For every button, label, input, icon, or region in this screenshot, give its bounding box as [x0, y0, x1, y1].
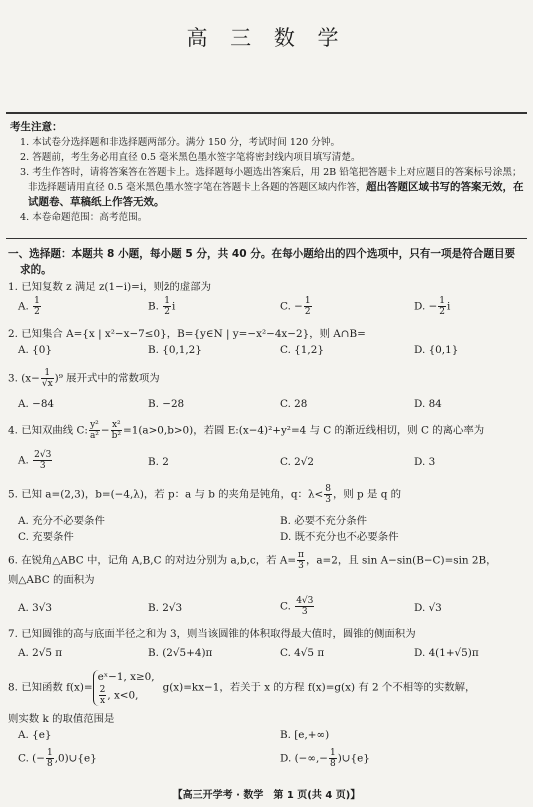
fraction: $\frac{1}{2}$	[304, 296, 311, 317]
option-b: B. 2	[148, 456, 169, 468]
question-7-options	[18, 647, 526, 663]
option-c: C. 2√2	[280, 456, 315, 468]
fraction: $\frac{1}{8}$	[330, 748, 336, 769]
option-b: B. $\frac{1}{2}$ i	[148, 296, 176, 317]
note-text: 3. 考生作答时，请将答案答在答题卡上。选择题每小题选出答案后，用 2B 铅笔把答题卡上对应题目的答案标号涂黑；非选择题请用直径 0.5 毫米黑色墨水签字笔在答题卡上各题的答题区域内作答，	[20, 167, 522, 193]
question-1	[8, 280, 526, 295]
option-a: A. {e}	[18, 729, 52, 741]
question-5-options	[18, 528, 526, 544]
option-c: C. 28	[280, 398, 308, 410]
option-a: A. $\frac{1}{2}$	[18, 296, 40, 317]
option-b: B. (2√5+4)π	[148, 647, 213, 659]
question-4-options	[18, 450, 526, 476]
fraction: $\frac{8}{3}$	[325, 484, 331, 505]
option-a: A. $\frac{2√3}{3}$	[18, 450, 52, 471]
note-item: 1. 本试卷分选择题和非选择题两部分。满分 150 分，考试时间 120 分钟。	[20, 137, 341, 148]
question-6-line2: 则△ABC 的面积为	[8, 574, 95, 586]
option-c: C. {1,2}	[280, 344, 324, 356]
question-text: 4. 已知双曲线 C:	[8, 424, 88, 437]
option-d: D. 既不充分也不必要条件	[280, 531, 399, 543]
fraction: $\frac{\text{x²}}{\text{b²}}$	[111, 420, 122, 441]
question-text: 6. 在锐角△ABC 中，记角 A,B,C 的对边分别为 a,b,c，若 A=	[8, 554, 297, 567]
note-item: 2. 答题前，考生务必用直径 0.5 毫米黑色墨水签字笔将密封线内项目填写清楚。	[20, 152, 361, 163]
fraction: $\frac{1}{2}$	[164, 296, 170, 317]
math-symbol: z̄	[163, 281, 170, 293]
option-d: D. {0,1}	[414, 344, 459, 356]
fraction: $\frac{1}{8}$	[46, 748, 53, 769]
question-text: g(x)=kx−1，若关于 x 的方程 f(x)=g(x) 有 2 个不相等的实数解，	[162, 681, 476, 694]
option-b: B. 必要不充分条件	[280, 515, 367, 527]
question-3	[8, 368, 526, 389]
page-footer: 【高三开学考 · 数学 第 1 页(共 4 页)】	[172, 790, 361, 801]
fraction: $\frac{1}{2}$	[34, 296, 40, 317]
fraction: $\frac{\pi}{3}$	[298, 550, 304, 571]
notes-heading: 考生注意：	[10, 121, 63, 133]
question-7: 7. 已知圆锥的高与底面半径之和为 3，则当该圆锥的体积取得最大值时，圆锥的侧面积为	[8, 628, 416, 640]
section-line: 一、选择题：本题共 8 小题，每小题 5 分，共 40 分。在每小题给出的四个选项中，只有一项是符合题目要	[8, 248, 516, 260]
question-text: =1(a>0,b>0)，若圆 E:(x−4)²+y²=4 与 C 的渐近线相切，则 C 的离心率为	[123, 424, 485, 437]
question-8-options	[18, 729, 526, 745]
option-b: B. −28	[148, 398, 185, 410]
option-b: B. 2√3	[148, 602, 183, 614]
option-d: D. 4(1+√5)π	[414, 647, 479, 659]
option-c: C. 4√5 π	[280, 647, 325, 659]
question-5	[8, 484, 526, 505]
option-a: A. 2√5 π	[18, 647, 63, 659]
option-a: A. −84	[18, 398, 55, 410]
option-c: C. 充要条件	[18, 531, 74, 543]
top-divider	[6, 112, 527, 114]
option-b: B. {0,1,2}	[148, 344, 202, 356]
option-b: B. [e,+∞)	[280, 729, 330, 741]
question-text: ，则 p 是 q 的	[332, 488, 402, 501]
option-d: D. 84	[414, 398, 442, 410]
section-heading	[8, 246, 528, 278]
fraction: $\frac{2√3}{3}$	[34, 450, 52, 471]
question-text: 8. 已知函数 f(x)=	[8, 681, 93, 694]
option-d: D. 3	[414, 456, 436, 468]
option-a: A. 3√3	[18, 602, 52, 614]
question-2: 2. 已知集合 A={x | x²−x−7≤0}，B={y∈N | y=−x²−4x−2}，则 A∩B=	[8, 328, 366, 340]
option-c: C. $\frac{4√3}{3}$	[280, 596, 314, 617]
question-8-options	[18, 748, 526, 774]
question-5-options	[18, 512, 526, 528]
question-text: 5. 已知 a=(2,3)，b=(−4,λ)，若 p：a 与 b 的夹角是钝角，q：λ<	[8, 488, 324, 501]
section-line: 求的。	[20, 264, 52, 276]
question-text: 的虚部为	[169, 281, 212, 293]
fraction: $\frac{4√3}{3}$	[296, 596, 314, 617]
option-d: D. (−∞,− $\frac{1}{8}$ )∪{e}	[280, 748, 370, 769]
question-8	[8, 670, 526, 710]
option-d: D. √3	[414, 602, 442, 614]
note-emphasis: 超出答题区域书写的答案无效，在试题卷、草稿纸上作答无效。	[28, 181, 524, 208]
question-4: 4. 已知双曲线 C: $\frac{\text{y²}}{\text{a²}}$ − $\frac{\text{x²}}{\text{b²}}$ =1(a>0,b>0)，若圆 E:(x−4)²+y²=4 与 C 的渐近线相切，则 C 的离心率为	[8, 420, 485, 441]
fraction: $\frac{1}{√x}$	[41, 368, 53, 389]
fraction: $\frac{2}{x}$	[99, 685, 106, 706]
notes-block	[10, 120, 526, 225]
question-6	[8, 550, 526, 571]
option-a: A. {0}	[18, 344, 52, 356]
fraction: $\frac{1}{2}$	[439, 296, 446, 317]
question-text: 3. (x−	[8, 372, 40, 385]
option-d: D. − $\frac{1}{2}$ i	[414, 296, 451, 317]
piecewise-brace: eˣ−1, x≥0, $\frac{2}{x}$ , x<0,	[93, 670, 155, 706]
question-3-options	[18, 398, 526, 414]
question-text: 1. 已知复数 z 满足 z(1−i)=i，则	[8, 281, 164, 293]
fraction: $\frac{\text{y²}}{\text{a²}}$	[89, 420, 99, 441]
question-text: )⁹ 展开式中的常数项为	[54, 372, 160, 385]
question-1-options	[18, 296, 526, 322]
question-8-line2: 则实数 k 的取值范围是	[8, 713, 115, 725]
note-item	[10, 165, 526, 210]
option-a: A. 充分不必要条件	[18, 515, 105, 527]
option-c: C. (− $\frac{1}{8}$ ,0)∪{e}	[18, 748, 97, 769]
note-item: 4. 本卷命题范围：高考范围。	[20, 212, 148, 223]
question-2-options	[18, 344, 526, 360]
question-6-options	[18, 596, 526, 622]
option-c: C. − $\frac{1}{2}$	[280, 296, 311, 317]
notes-divider	[6, 238, 527, 239]
question-text: ，a=2，且 sin A−sin(B−C)=sin 2B，	[305, 554, 497, 567]
page-title: 高 三 数 学	[186, 26, 347, 50]
